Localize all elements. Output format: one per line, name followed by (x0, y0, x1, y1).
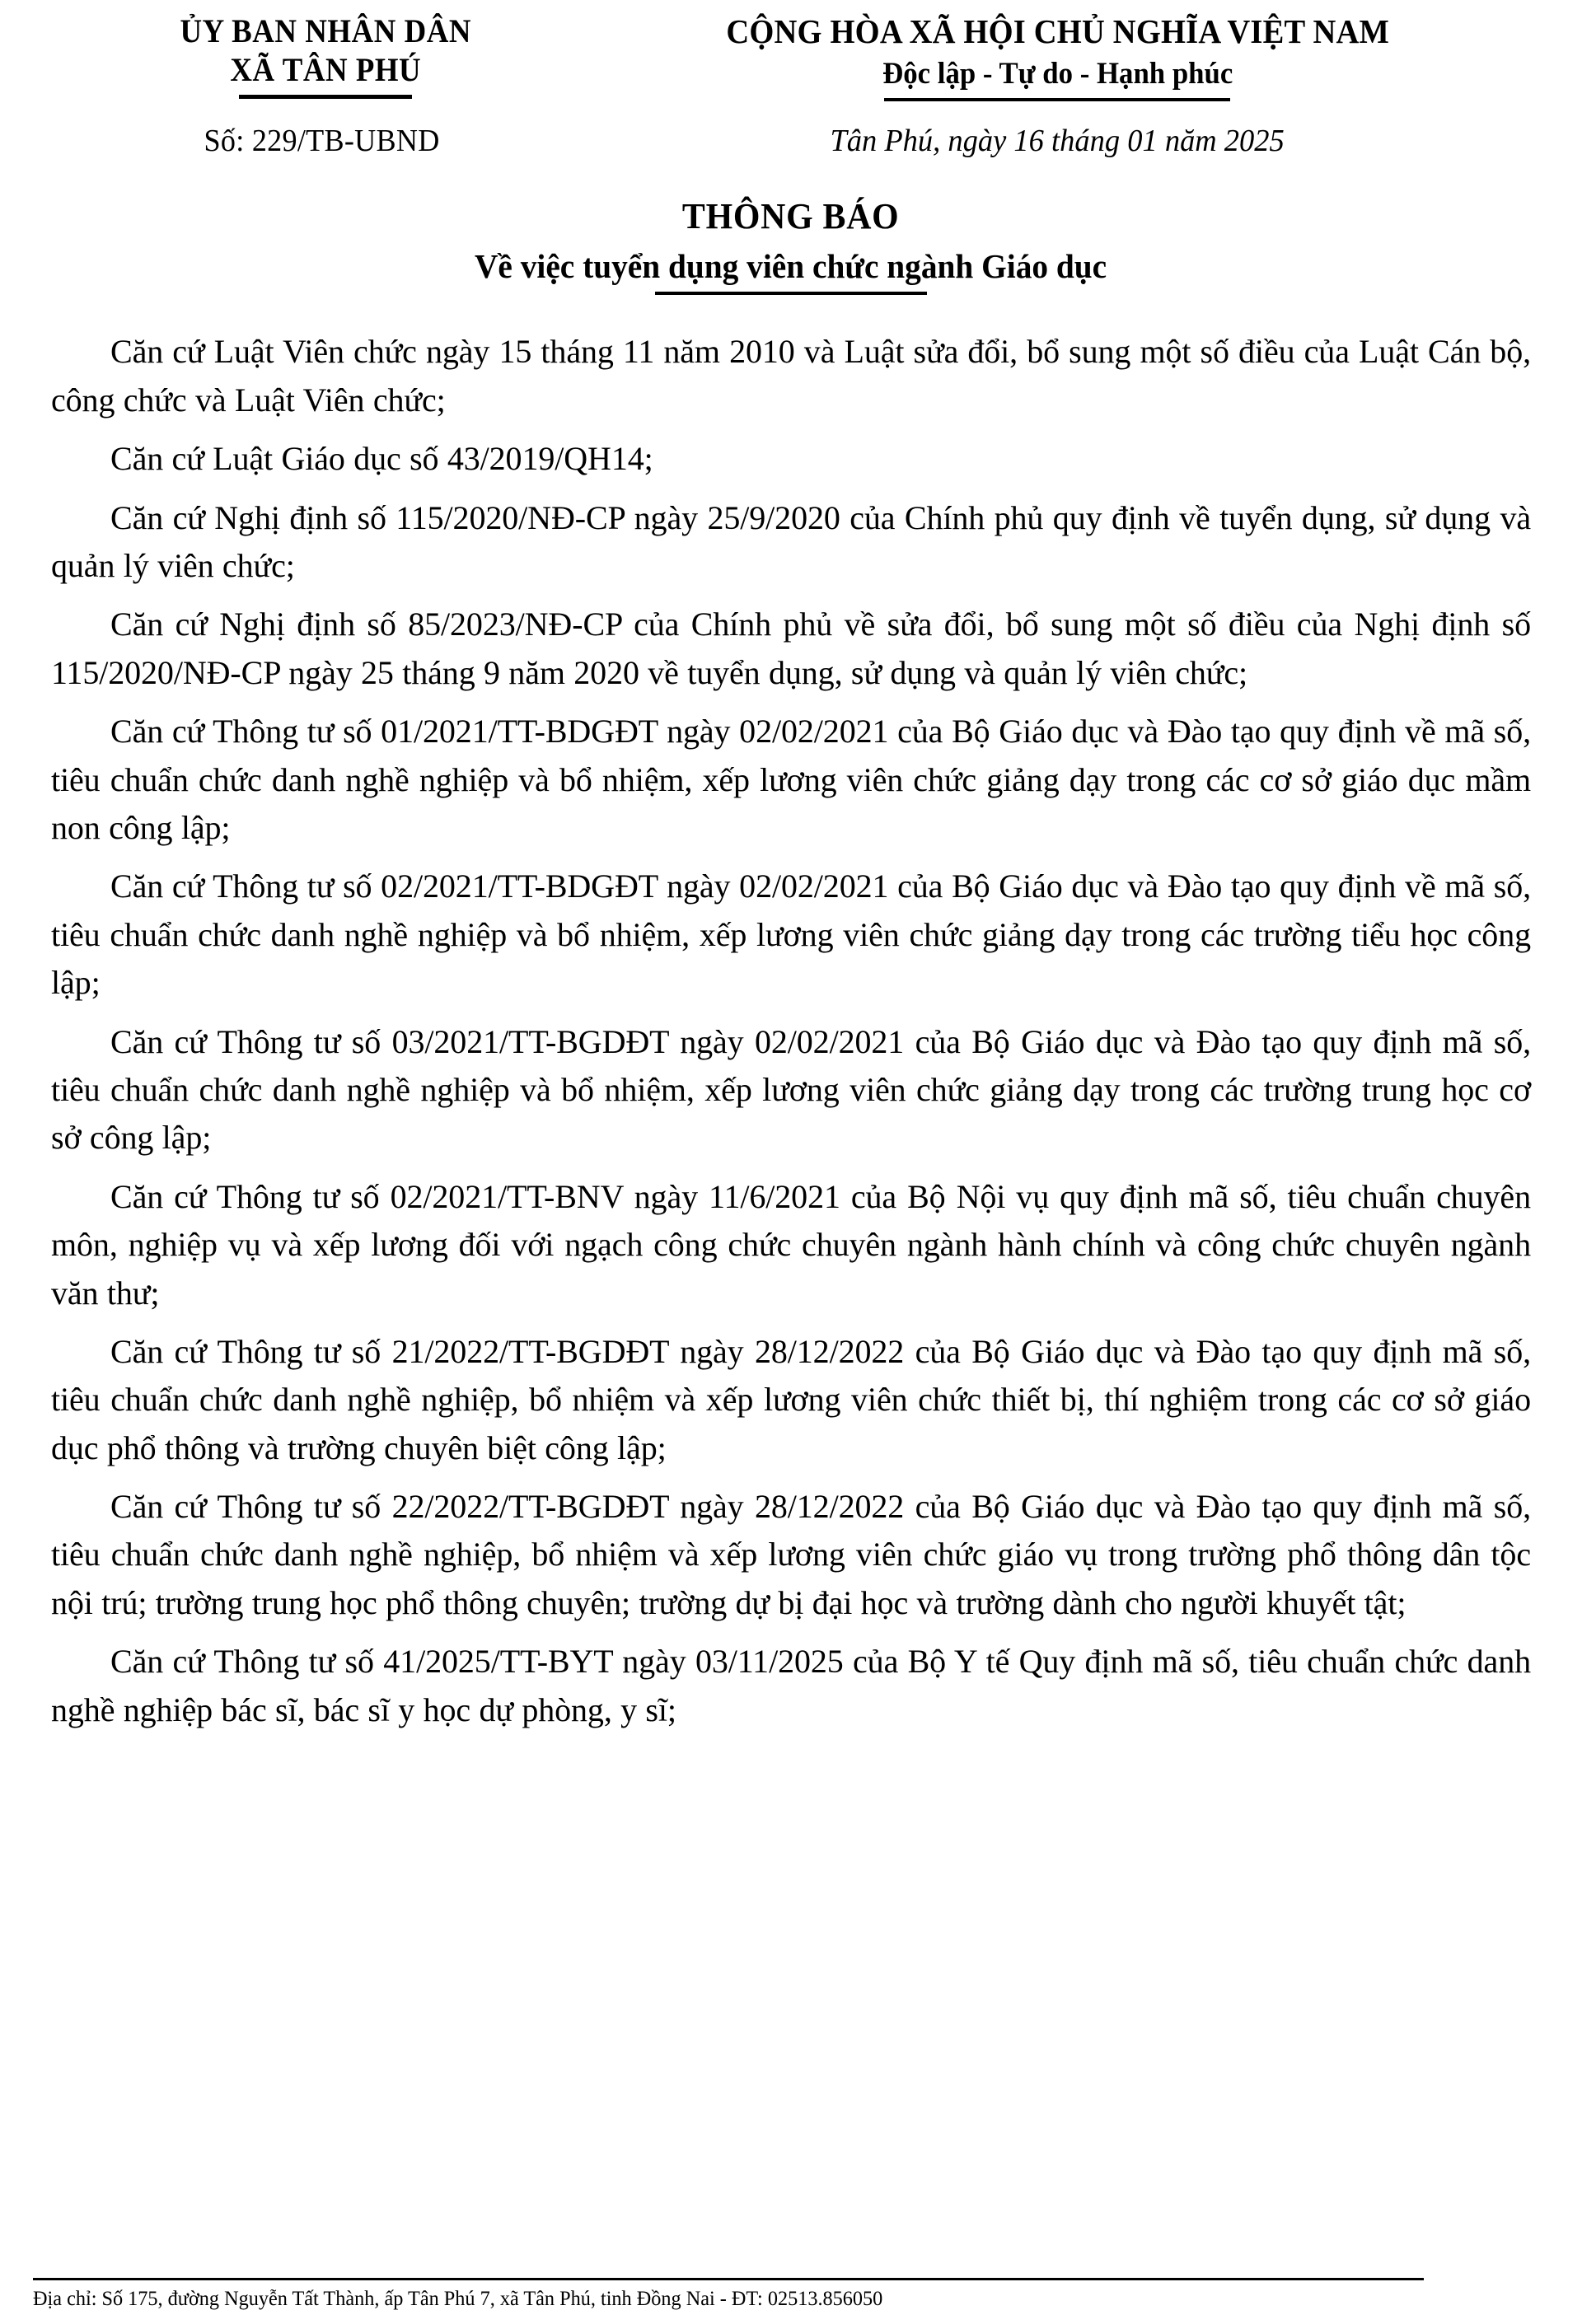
header-right-nation (584, 12, 1531, 101)
number-and-date-row (51, 123, 1531, 159)
document-body (51, 328, 1531, 1734)
body-paragraph: Căn cứ Luật Viên chức ngày 15 tháng 11 năm 2010 và Luật sửa đổi, bổ sung một số điều của Luật Cán bộ, công chức và Luật Viên chức; (51, 333, 1531, 419)
body-paragraph: Căn cứ Thông tư số 41/2025/TT-BYT ngày 03/11/2025 của Bộ Y tế Quy định mã số, tiêu chuẩn chức danh nghề nghiệp bác sĩ, bác sĩ y học dự phòng, y sĩ; (51, 1643, 1531, 1728)
body-paragraph: Căn cứ Thông tư số 02/2021/TT-BNV ngày 11/6/2021 của Bộ Nội vụ quy định mã số, tiêu chuẩn chuyên môn, nghiệp vụ và xếp lương đối với ngạch công chức chuyên ngành hành chính và công chức chuyên ngành văn thư; (51, 1177, 1531, 1312)
document-number-cell (51, 123, 584, 159)
place-and-date-cell (584, 123, 1531, 159)
header-left-organization (51, 12, 584, 99)
organization-underline-rule (239, 95, 412, 99)
national-motto: Độc lập - Tự do - Hạnh phúc (882, 57, 1233, 91)
document-header (51, 0, 1531, 101)
document-title: THÔNG BÁO (682, 196, 900, 237)
organization-line-1: ỦY BAN NHÂN DÂN (180, 12, 471, 49)
footer-address-and-phone: Địa chỉ: Số 175, đường Nguyễn Tất Thành, ấp Tân Phú 7, xã Tân Phú, tinh Đồng Nai - ĐT: 02513.856050 (33, 2287, 883, 2310)
body-paragraph: Căn cứ Thông tư số 21/2022/TT-BGDĐT ngày 28/12/2022 của Bộ Giáo dục và Đào tạo quy định mã số, tiêu chuẩn chức danh nghề nghiệp, bổ nhiệm và xếp lương viên chức thiết bị, thí nghiệm trong các cơ sở giáo dục phổ thông và trường chuyên biệt công lập; (51, 1332, 1531, 1466)
organization-line-2: XÃ TÂN PHÚ (230, 51, 422, 89)
body-paragraph: Căn cứ Thông tư số 02/2021/TT-BDGĐT ngày 02/02/2021 của Bộ Giáo dục và Đào tạo quy định về mã số, tiêu chuẩn chức danh nghề nghiệp và bổ nhiệm, xếp lương viên chức giảng dạy trong các trường tiểu học công lập; (51, 867, 1531, 1002)
body-paragraph: Căn cứ Luật Giáo dục số 43/2019/QH14; (110, 440, 653, 478)
document-footer (33, 2278, 1549, 2313)
body-paragraph: Căn cứ Thông tư số 01/2021/TT-BDGĐT ngày 02/02/2021 của Bộ Giáo dục và Đào tạo quy định về mã số, tiêu chuẩn chức danh nghề nghiệp và bổ nhiệm, xếp lương viên chức giảng dạy trong các cơ sở giáo dục mầm non công lập; (51, 713, 1531, 846)
subtitle-underline-rule (655, 292, 927, 295)
body-paragraph: Căn cứ Nghị định số 85/2023/NĐ-CP của Chính phủ về sửa đổi, bổ sung một số điều của Nghị định số 115/2020/NĐ-CP ngày 25 tháng 9 năm 2020 về tuyển dụng, sử dụng và quản lý viên chức; (51, 606, 1531, 691)
document-subtitle: Về việc tuyển dụng viên chức ngành Giáo dục (475, 247, 1107, 286)
document-number: Số: 229/TB-UBND (204, 124, 440, 159)
body-paragraph: Căn cứ Thông tư số 03/2021/TT-BGDĐT ngày 02/02/2021 của Bộ Giáo dục và Đào tạo quy định mã số, tiêu chuẩn chức danh nghề nghiệp và bổ nhiệm, xếp lương viên chức giảng dạy trong các trường trung học cơ sở công lập; (51, 1022, 1531, 1157)
motto-underline-rule (884, 98, 1230, 101)
nation-name: CỘNG HÒA XÃ HỘI CHỦ NGHĨA VIỆT NAM (725, 12, 1389, 50)
place-and-date: Tân Phú, ngày 16 tháng 01 năm 2025 (830, 124, 1285, 159)
title-block (51, 195, 1531, 295)
body-paragraph: Căn cứ Thông tư số 22/2022/TT-BGDĐT ngày 28/12/2022 của Bộ Giáo dục và Đào tạo quy định mã số, tiêu chuẩn chức danh nghề nghiệp, bổ nhiệm và xếp lương viên chức giáo vụ trong trường phổ thông dân tộc nội trú; trường trung học phổ thông chuyên; trường dự bị đại học và trường dành cho người khuyết tật; (51, 1488, 1531, 1621)
body-paragraph: Căn cứ Nghị định số 115/2020/NĐ-CP ngày 25/9/2020 của Chính phủ quy định về tuyển dụng, sử dụng và quản lý viên chức; (51, 498, 1531, 585)
